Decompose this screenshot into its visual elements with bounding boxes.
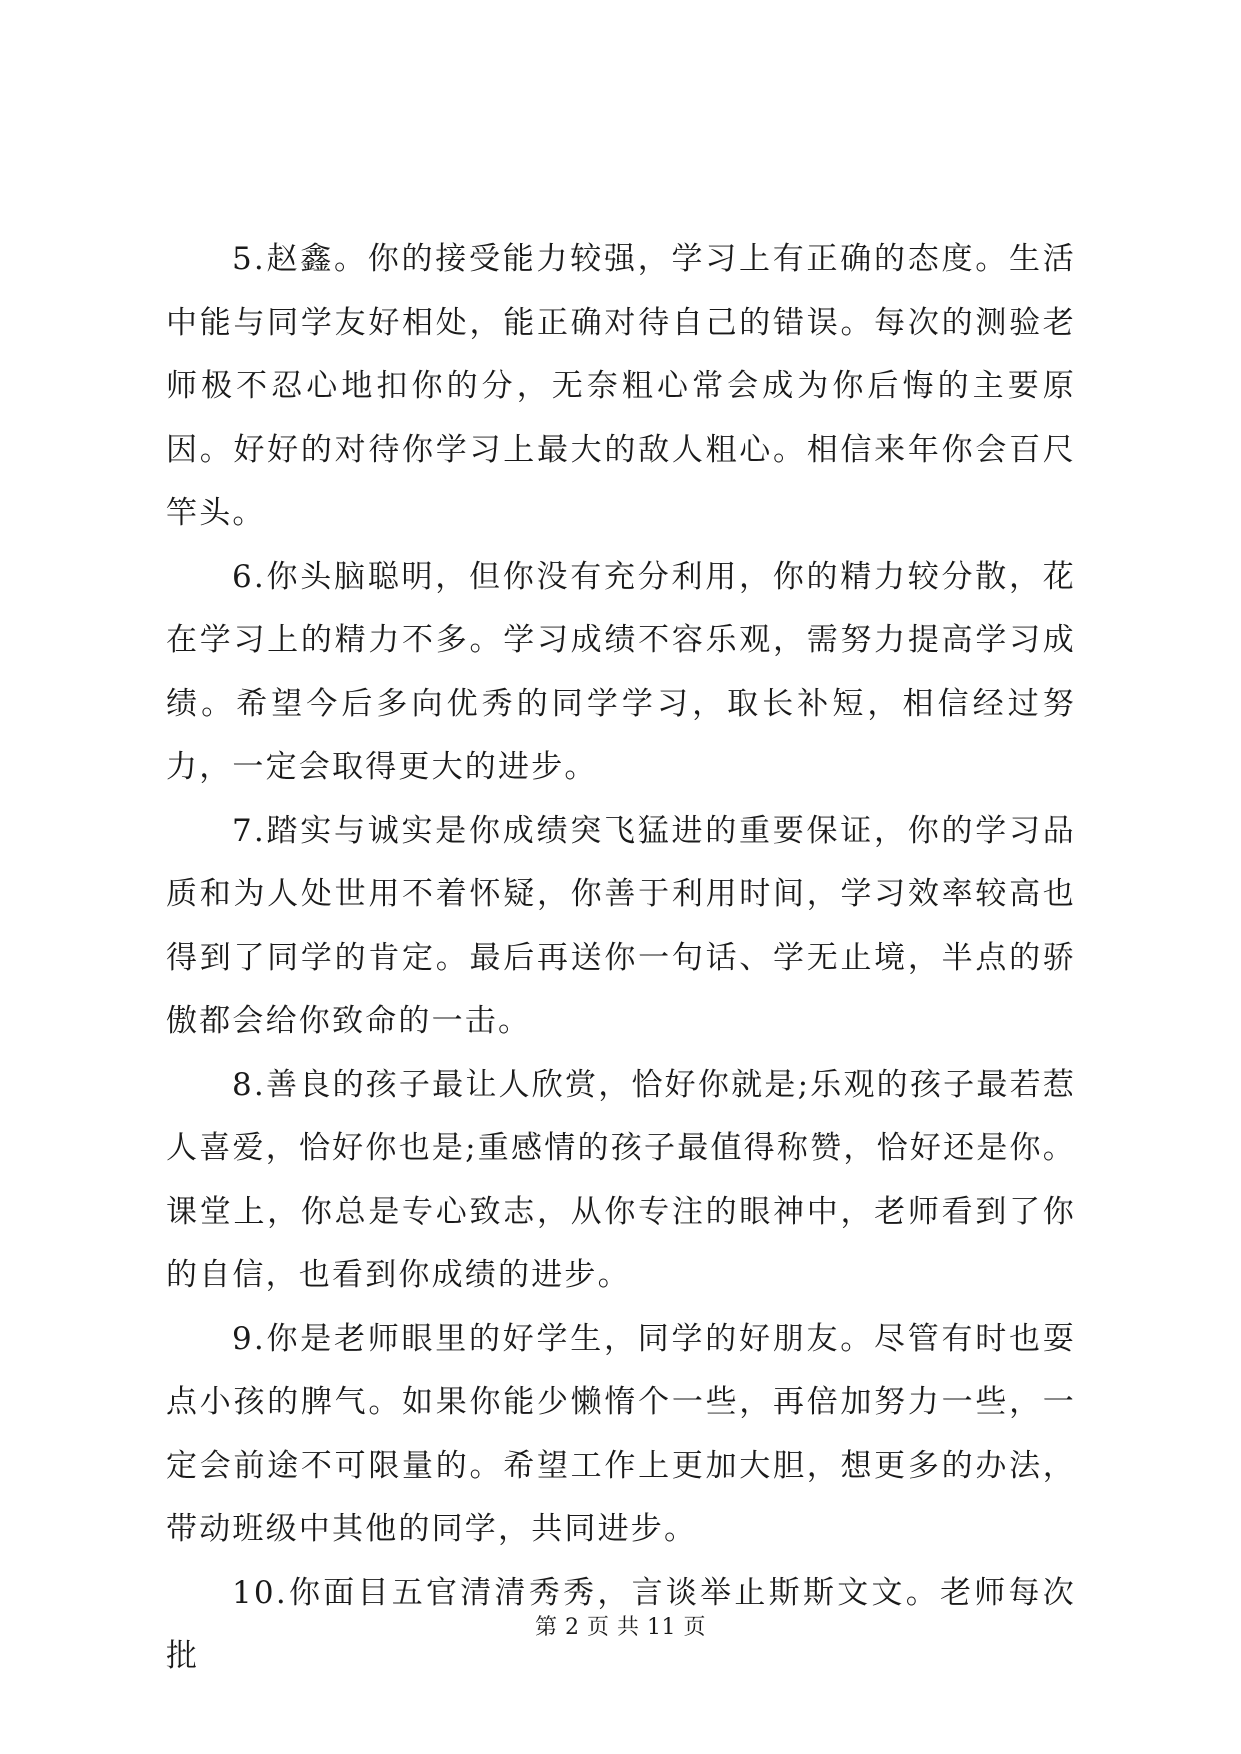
paragraph-5: 5.赵鑫。你的接受能力较强，学习上有正确的态度。生活中能与同学友好相处，能正确对待自己的错误。每次的测验老师极不忍心地扣你的分，无奈粗心常会成为你后悔的主要原因。好好的对待你学习上最大的敌人粗心。相信来年你会百尺竿头。	[166, 241, 1076, 531]
paragraph-9: 9.你是老师眼里的好学生，同学的好朋友。尽管有时也耍点小孩的脾气。如果你能少懒惰个一些，再倍加努力一些，一定会前途不可限量的。希望工作上更加大胆，想更多的办法，带动班级中其他的同学，共同进步。	[166, 1320, 1076, 1547]
page-number-footer: 第 2 页 共 11 页	[535, 1615, 706, 1640]
paragraph-10: 10.你面目五官清清秀秀，言谈举止斯斯文文。老师每次批	[166, 1574, 1076, 1674]
document-body	[166, 228, 1076, 1689]
paragraph-8: 8.善良的孩子最让人欣赏，恰好你就是;乐观的孩子最若惹人喜爱，恰好你也是;重感情的孩子最值得称赞，恰好还是你。课堂上，你总是专心致志，从你专注的眼神中，老师看到了你的自信，也看到你成绩的进步。	[166, 1066, 1076, 1293]
paragraph-6: 6.你头脑聪明，但你没有充分利用，你的精力较分散，花在学习上的精力不多。学习成绩不容乐观，需努力提高学习成绩。希望今后多向优秀的同学学习，取长补短，相信经过努力，一定会取得更大的进步。	[166, 558, 1076, 785]
paragraph-7: 7.踏实与诚实是你成绩突飞猛进的重要保证，你的学习品质和为人处世用不着怀疑，你善于利用时间，学习效率较高也得到了同学的肯定。最后再送你一句话、学无止境，半点的骄傲都会给你致命的一击。	[166, 812, 1076, 1039]
